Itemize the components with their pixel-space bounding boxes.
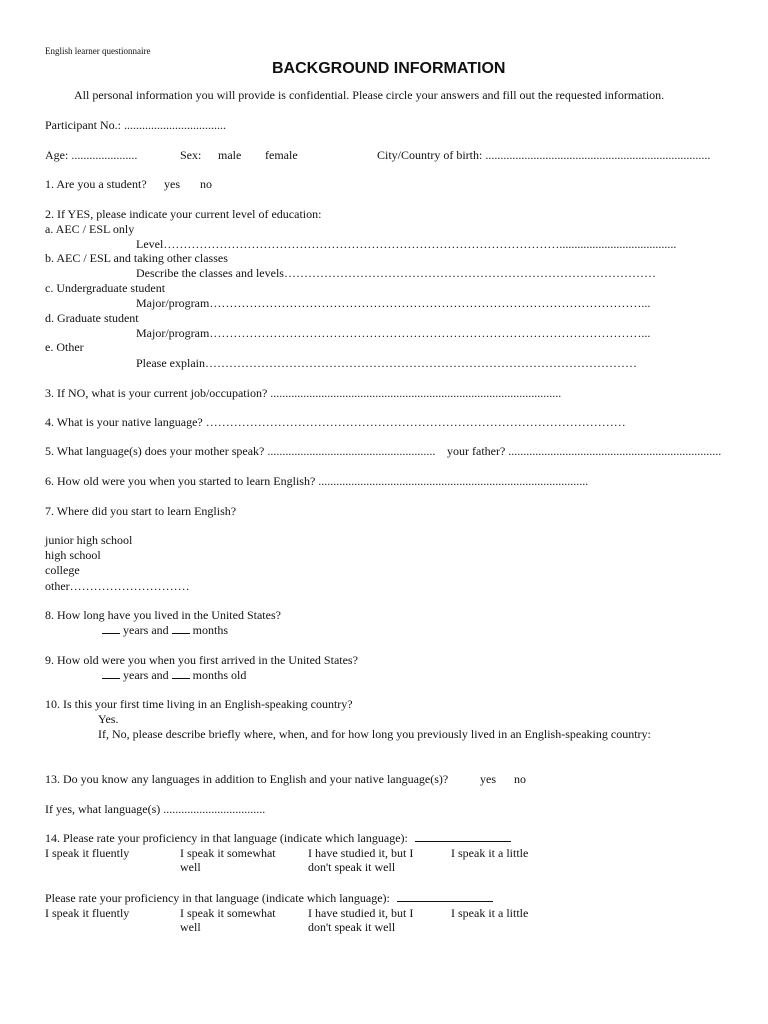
q14b-option-studied-line1: I have studied it, but I xyxy=(308,906,414,920)
q8-months-blank[interactable] xyxy=(172,623,190,634)
intro-text: All personal information you will provide is confidential. Please circle your answers and fill out the requested information. xyxy=(74,88,665,102)
q3-field[interactable]: 3. If NO, what is your current job/occupation? ................................................................................................. xyxy=(45,386,562,400)
q13-option-yes[interactable]: yes xyxy=(480,772,496,786)
q14-option-somewhat[interactable] xyxy=(180,846,276,874)
q5-mother-field[interactable]: 5. What language(s) does your mother speak? ........................................................ xyxy=(45,444,436,458)
q2-option-e[interactable]: e. Other xyxy=(45,340,84,354)
q8-years-label: years and xyxy=(123,623,169,637)
q8-text: 8. How long have you lived in the United States? xyxy=(45,608,281,622)
sex-option-male[interactable]: male xyxy=(218,148,242,162)
q14-question: 14. Please rate your proficiency in that language (indicate which language): xyxy=(45,831,408,845)
document-label: English learner questionnaire xyxy=(45,46,151,56)
q8-years-blank[interactable] xyxy=(102,623,120,634)
q14b-option-studied-line2: don't speak it well xyxy=(308,920,396,934)
q14-language-blank[interactable] xyxy=(415,831,511,842)
q7-text: 7. Where did you start to learn English? xyxy=(45,504,237,518)
q14-text xyxy=(45,831,511,845)
q2-level-field[interactable]: Level………………………………………………………………………………………....................................... xyxy=(136,237,677,251)
q9-answer-row xyxy=(102,668,246,682)
q2-option-a[interactable]: a. AEC / ESL only xyxy=(45,222,135,236)
birthplace-field[interactable]: City/Country of birth: ........................................................................... xyxy=(377,148,711,162)
q14b-option-fluent[interactable]: I speak it fluently xyxy=(45,906,130,920)
q2-classes-field[interactable]: Describe the classes and levels………………………………………………………………………………… xyxy=(136,266,656,280)
q5-father-field[interactable]: your father? ....................................................................... xyxy=(447,444,722,458)
page-title: BACKGROUND INFORMATION xyxy=(272,60,506,77)
q7-option[interactable]: junior high school xyxy=(45,533,133,547)
q14-option-fluent[interactable]: I speak it fluently xyxy=(45,846,130,860)
q1-option-yes[interactable]: yes xyxy=(164,177,180,191)
q14b-option-somewhat[interactable] xyxy=(180,906,276,934)
q7-option[interactable]: other………………………… xyxy=(45,579,190,593)
age-field[interactable]: Age: ...................... xyxy=(45,148,138,162)
q14-option-studied-line2: don't speak it well xyxy=(308,860,396,874)
q14-option-somewhat-line2: well xyxy=(180,860,201,874)
q9-months-blank[interactable] xyxy=(172,668,190,679)
if-yes-language-field[interactable]: If yes, what language(s) .................................. xyxy=(45,802,266,816)
q1-option-no[interactable]: no xyxy=(200,177,212,191)
q7-option[interactable]: college xyxy=(45,563,80,577)
q2-option-b[interactable]: b. AEC / ESL and taking other classes xyxy=(45,251,228,265)
q14-option-studied-line1: I have studied it, but I xyxy=(308,846,414,860)
q14b-option-somewhat-line1: I speak it somewhat xyxy=(180,906,276,920)
participant-field[interactable]: Participant No.: .................................. xyxy=(45,118,226,132)
q2-explain-field[interactable]: Please explain……………………………………………………………………………………………… xyxy=(136,356,637,370)
sex-option-female[interactable]: female xyxy=(265,148,298,162)
q4-field[interactable]: 4. What is your native language? …………………………………………………………………………………………… xyxy=(45,415,626,429)
q8-months-label: months xyxy=(192,623,228,637)
q14b-option-studied[interactable] xyxy=(308,906,413,934)
q9-months-label: months old xyxy=(192,668,247,682)
q1-text: 1. Are you a student? xyxy=(45,177,147,191)
q10-option-yes[interactable]: Yes. xyxy=(98,712,119,726)
q2-major-field-d[interactable]: Major/program………………………………………………………………………………………………... xyxy=(136,326,651,340)
q10-text: 10. Is this your first time living in an English-speaking country? xyxy=(45,697,353,711)
q2-option-d[interactable]: d. Graduate student xyxy=(45,311,139,325)
q8-answer-row xyxy=(102,623,228,637)
q10-if-no-text: If, No, please describe briefly where, when, and for how long you previously lived in an English-speaking country: xyxy=(98,727,651,741)
q13-option-no[interactable]: no xyxy=(514,772,526,786)
q6-field[interactable]: 6. How old were you when you started to learn English? .......................................................................................... xyxy=(45,474,589,488)
q2-major-field-c[interactable]: Major/program………………………………………………………………………………………………... xyxy=(136,296,651,310)
sex-label: Sex: xyxy=(180,148,202,162)
q7-option[interactable]: high school xyxy=(45,548,101,562)
q9-years-label: years and xyxy=(123,668,169,682)
q9-years-blank[interactable] xyxy=(102,668,120,679)
q13-text: 13. Do you know any languages in addition to English and your native language(s)? xyxy=(45,772,449,786)
q2-text: 2. If YES, please indicate your current level of education: xyxy=(45,207,322,221)
q14b-text xyxy=(45,891,493,905)
q14b-option-little[interactable]: I speak it a little xyxy=(451,906,529,920)
q2-option-c[interactable]: c. Undergraduate student xyxy=(45,281,166,295)
q14-option-somewhat-line1: I speak it somewhat xyxy=(180,846,276,860)
q14-option-studied[interactable] xyxy=(308,846,413,874)
q14b-language-blank[interactable] xyxy=(397,891,493,902)
q14b-question: Please rate your proficiency in that language (indicate which language): xyxy=(45,891,390,905)
q9-text: 9. How old were you when you first arrived in the United States? xyxy=(45,653,358,667)
q14-option-little[interactable]: I speak it a little xyxy=(451,846,529,860)
q14b-option-somewhat-line2: well xyxy=(180,920,201,934)
